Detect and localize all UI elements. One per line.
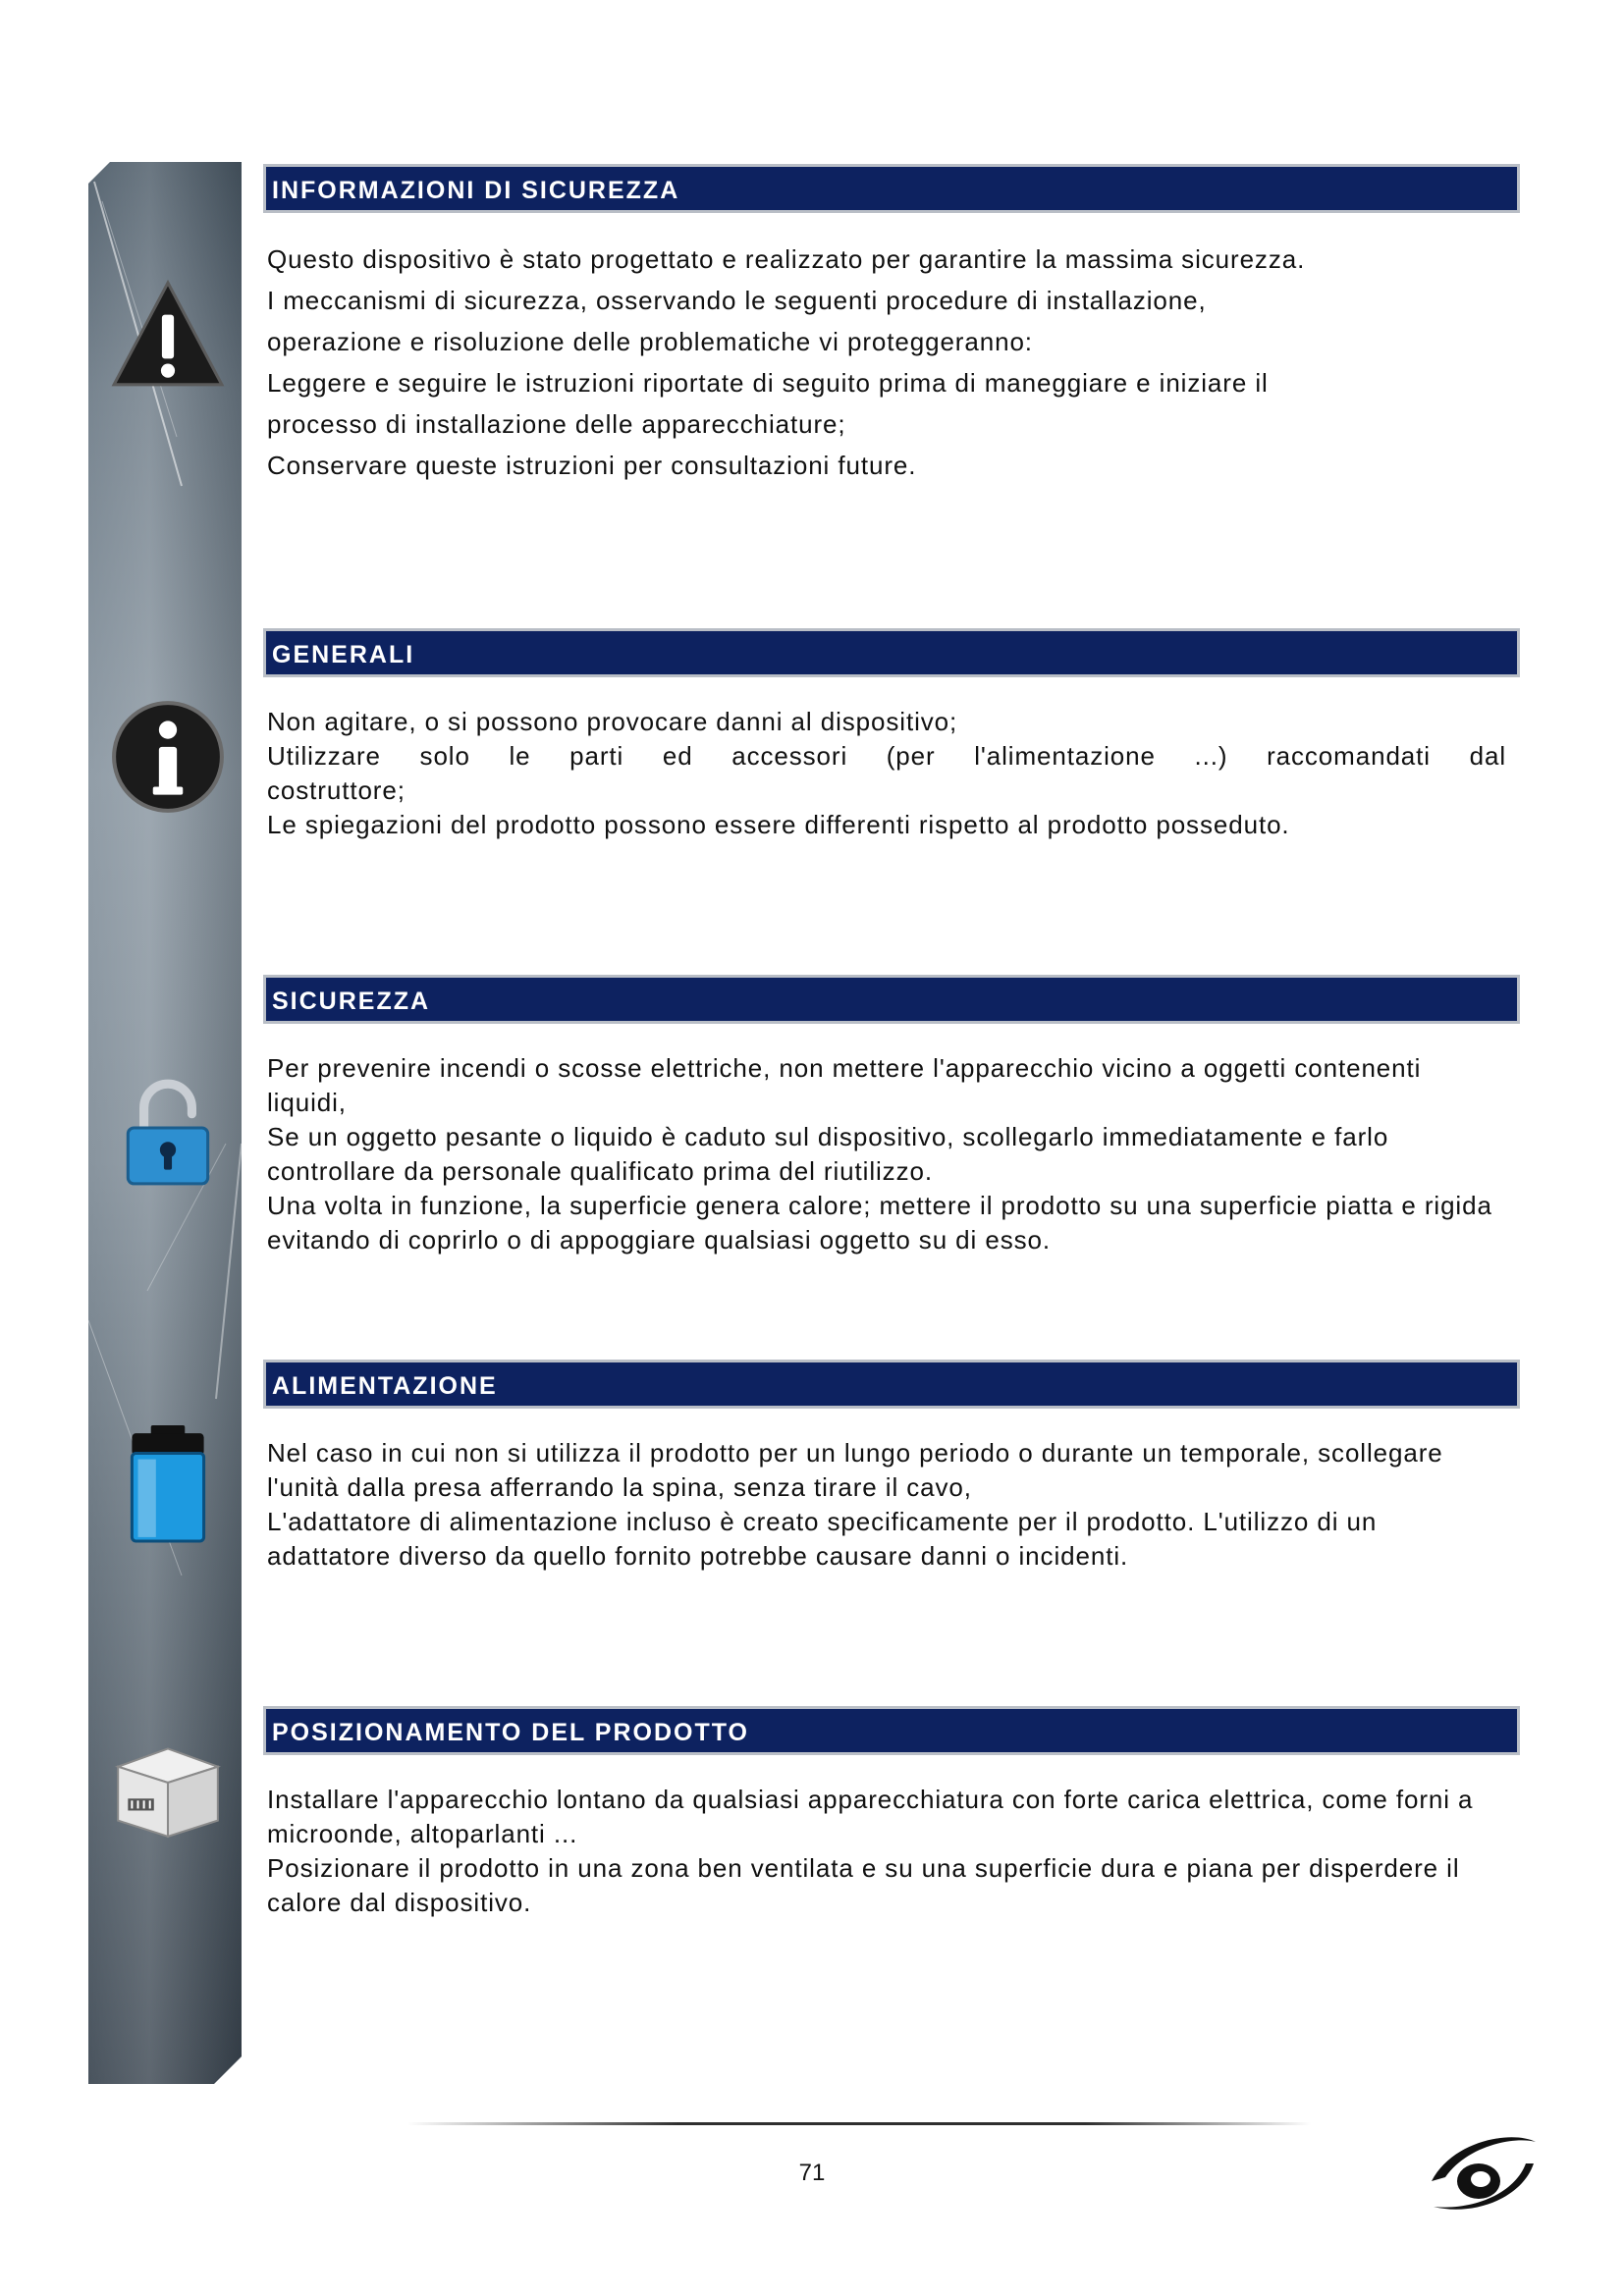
section-body — [267, 1436, 1506, 1574]
paragraph: Utilizzare solo le parti ed accessori (per l'alimentazione ...) raccomandati dal — [267, 741, 1506, 771]
text-line: processo di installazione delle apparecchiature; — [267, 409, 846, 439]
section-body — [267, 1783, 1506, 1920]
paragraph: Per prevenire incendi o scosse elettriche, non mettere l'apparecchio vicino a oggetti contenenti liquidi, — [267, 1053, 1422, 1117]
section-body — [267, 705, 1506, 842]
section-title: INFORMAZIONI DI SICUREZZA — [272, 177, 680, 204]
padlock-icon — [108, 1070, 228, 1190]
section-generali — [263, 628, 1520, 842]
paragraph: Se un oggetto pesante o liquido è caduto sul dispositivo, scollegarlo immediatamente e farlo controllare da personale qualificato prima del riutilizzo. — [267, 1122, 1389, 1186]
info-icon — [108, 697, 228, 817]
battery-icon — [108, 1423, 228, 1543]
section-alimentazione — [263, 1360, 1520, 1574]
section-header — [263, 1706, 1520, 1755]
section-title: GENERALI — [272, 641, 415, 668]
section-header — [263, 164, 1520, 213]
paragraph: L'adattatore di alimentazione incluso è creato specificamente per il prodotto. L'utilizzo di un adattatore diverso da quello fornito potrebbe causare danni o incidenti. — [267, 1507, 1378, 1571]
section-title: ALIMENTAZIONE — [272, 1372, 498, 1400]
box-icon — [108, 1723, 228, 1842]
page-number: 71 — [798, 2160, 826, 2186]
section-header — [263, 628, 1520, 677]
section-title: POSIZIONAMENTO DEL PRODOTTO — [272, 1719, 749, 1746]
text-line: operazione e risoluzione delle problematiche vi proteggeranno: — [267, 327, 1033, 356]
section-header — [263, 1360, 1520, 1409]
paragraph: Posizionare il prodotto in una zona ben ventilata e su una superficie dura e piana per disperdere il calore dal dispositivo. — [267, 1853, 1460, 1917]
brand-logo-icon — [1424, 2120, 1542, 2218]
text-line: Leggere e seguire le istruzioni riportate di seguito prima di maneggiare e iniziare il — [267, 368, 1269, 398]
paragraph: costruttore; — [267, 775, 406, 805]
paragraph: Le spiegazioni del prodotto possono essere differenti rispetto al prodotto posseduto. — [267, 810, 1290, 839]
paragraph: Nel caso in cui non si utilizza il prodotto per un lungo periodo o durante un temporale, scollegare l'unità dalla presa afferrando la spina, senza tirare il cavo, — [267, 1438, 1443, 1502]
section-posizionamento — [263, 1706, 1520, 1920]
section-body — [267, 239, 1506, 486]
paragraph: Una volta in funzione, la superficie genera calore; mettere il prodotto su una superficie piatta e rigida evitando di coprirlo o di appoggiare qualsiasi oggetto su di esso. — [267, 1191, 1492, 1255]
warning-icon — [108, 275, 228, 395]
section-body — [267, 1051, 1506, 1257]
section-title: SICUREZZA — [272, 988, 431, 1015]
text-line: Conservare queste istruzioni per consultazioni future. — [267, 451, 917, 480]
paragraph: Installare l'apparecchio lontano da qualsiasi apparecchiatura con forte carica elettrica, come forni a microonde, altoparlanti ... — [267, 1785, 1474, 1848]
text-line: Questo dispositivo è stato progettato e realizzato per garantire la massima sicurezza. — [267, 244, 1306, 274]
section-header — [263, 975, 1520, 1024]
paragraph: Non agitare, o si possono provocare danni al dispositivo; — [267, 707, 958, 736]
section-sicurezza — [263, 975, 1520, 1257]
text-line: I meccanismi di sicurezza, osservando le seguenti procedure di installazione, — [267, 286, 1207, 315]
footer-divider — [407, 2122, 1311, 2125]
section-informazioni-sicurezza — [263, 164, 1520, 486]
